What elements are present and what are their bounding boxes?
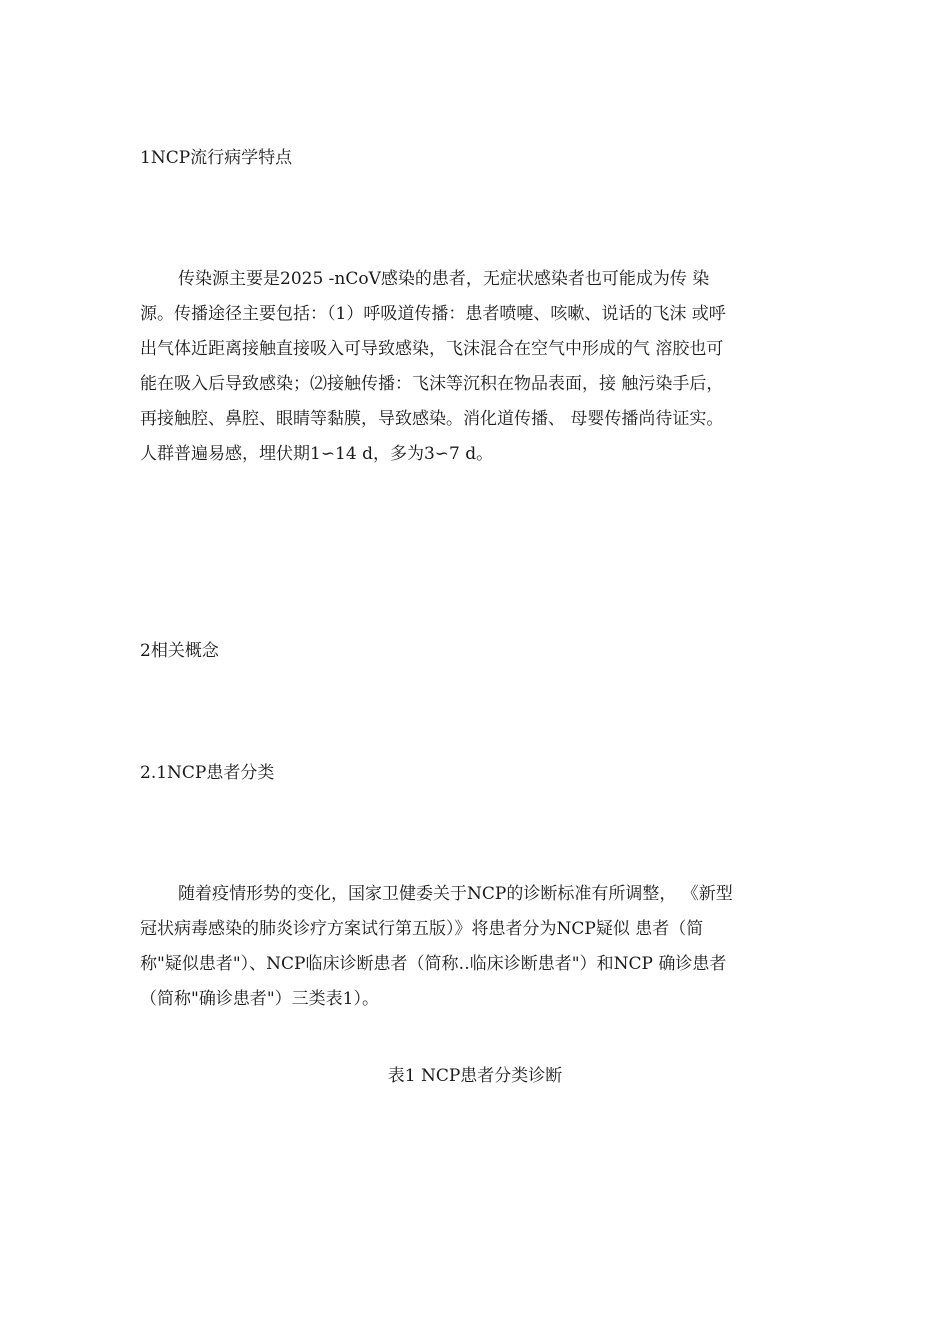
paragraph-line: 称"疑似患者"）、NCP临床诊断患者（简称‥临床诊断患者"）和NCP 确诊患者 [140, 954, 727, 974]
paragraph-line: （简称"确诊患者"）三类表1）。 [140, 989, 379, 1009]
paragraph-line: 源。传播途径主要包括：（1）呼吸道传播：患者喷嚏、咳嗽、说话的飞沫 或呼 [140, 304, 726, 324]
paragraph-line: 随着疫情形势的变化，国家卫健委关于NCP的诊断标准有所调整， 《新型 [178, 884, 733, 904]
section-2-heading: 2相关概念 [140, 641, 219, 661]
section-1-paragraph [140, 262, 812, 472]
table-caption: 表1 NCP患者分类诊断 [387, 1066, 563, 1086]
section-2-1-paragraph [140, 877, 812, 1017]
paragraph-line: 传染源主要是2025 -nCoV感染的患者，无症状感染者也可能成为传 染 [178, 269, 710, 289]
paragraph-line: 出气体近距离接触直接吸入可导致感染，飞沫混合在空气中形成的气 溶胶也可 [140, 339, 724, 359]
paragraph-line: 能在吸入后导致感染；⑵接触传播：飞沫等沉积在物品表面，接 触污染手后， [140, 374, 724, 394]
section-2-1-heading: 2.1NCP患者分类 [140, 763, 275, 783]
paragraph-line: 再接触腔、鼻腔、眼睛等黏膜，导致感染。消化道传播、 母婴传播尚待证实。 [140, 409, 724, 429]
paragraph-line: 人群普遍易感，埋伏期1∽14 d，多为3∽7 d。 [140, 444, 494, 464]
paragraph-line: 冠状病毒感染的肺炎诊疗方案试行第五版）》将患者分为NCP疑似 患者（简 [140, 919, 704, 939]
section-1-heading: 1NCP流行病学特点 [140, 148, 293, 168]
